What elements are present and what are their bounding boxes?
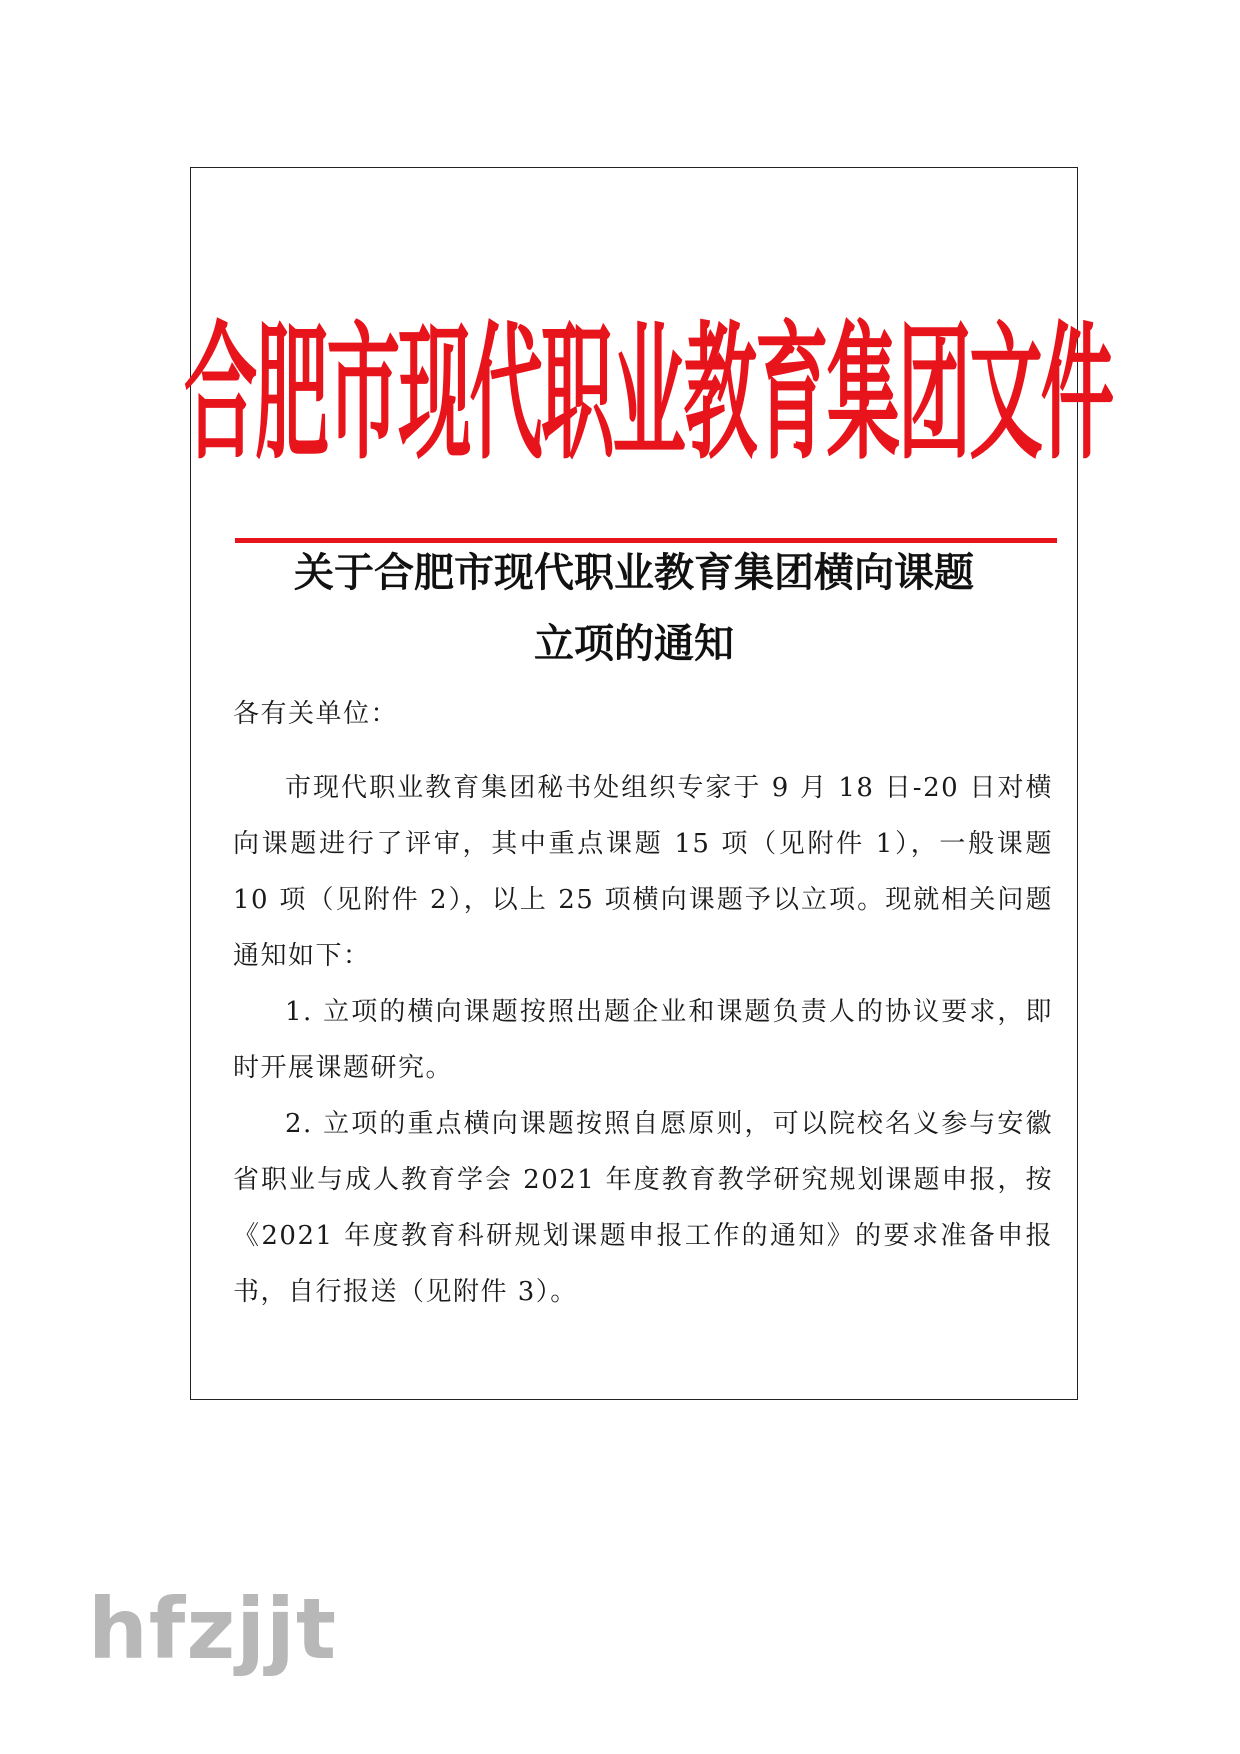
masthead-title: 合肥市现代职业教育集团文件: [183, 307, 1113, 480]
paragraph-item-1: 1. 立项的横向课题按照出题企业和课题负责人的协议要求，即时开展课题研究。: [233, 997, 1053, 1083]
notice-title-line-1: 关于合肥市现代职业教育集团横向课题: [294, 549, 974, 596]
masthead: [183, 296, 1113, 480]
notice-title-line-2: 立项的通知: [534, 620, 734, 667]
notice-body: [233, 760, 1053, 1320]
watermark-logo-text: hfzjjt: [88, 1580, 337, 1678]
paragraph-intro: 市现代职业教育集团秘书处组织专家于 9 月 18 日-20 日对横向课题进行了评审，其中重点课题 15 项（见附件 1），一般课题 10 项（见附件 2），以上 25 项横向课题予以立项。现就相关问题通知如下：: [233, 773, 1053, 971]
salutation: 各有关单位：: [233, 699, 399, 729]
paragraph-item-2: 2. 立项的重点横向课题按照自愿原则，可以院校名义参与安徽省职业与成人教育学会 2021 年度教育教学研究规划课题申报，按《2021 年度教育科研规划课题申报工作的通知》的要求准备申报书，自行报送（见附件 3）。: [233, 1109, 1053, 1307]
